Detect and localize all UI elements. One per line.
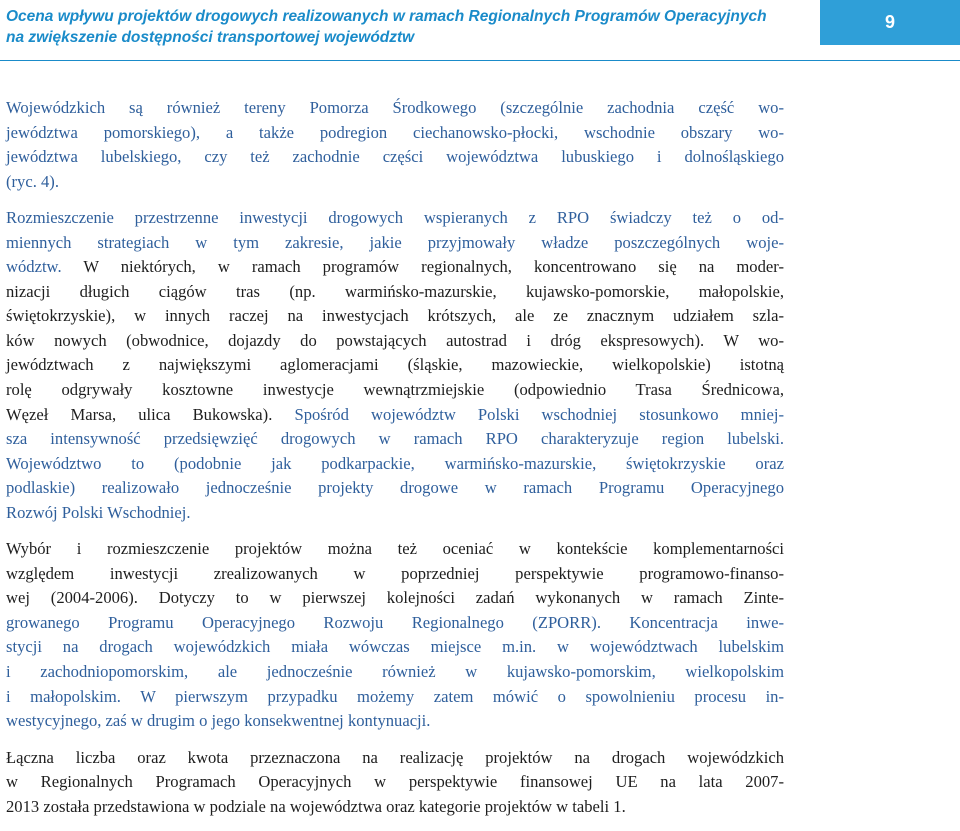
text-line: Rozwój Polski Wschodniej. [6,502,191,522]
text-line: w Regionalnych Programach Operacyjnych w perspektywie finansowej UE na lata 2007- [6,772,784,792]
running-title-line: Ocena wpływu projektów drogowych realizowanych w ramach Regionalnych Programów Operacyjnych [6,8,767,25]
text-segment: W niektórych, w ramach programów regionalnych, koncentrowano się na moder- [61,257,784,277]
text-line: miennych strategiach w tym zakresie, jakie przyjmowały władze poszczególnych woje- [6,232,784,252]
paragraph [6,96,784,194]
paragraph [6,537,784,733]
paragraph [6,206,784,525]
text-line: sza intensywność przedsięwzięć drogowych w ramach RPO charakteryzuje region lubelski. [6,429,784,449]
running-title-line: na zwiększenie dostępności transportowej województw [6,29,415,46]
text-line: nizacji długich ciągów tras (np. warmińsko-mazurskie, kujawsko-pomorskie, małopolskie, [6,281,784,301]
text-line: 2013 została przedstawiona w podziale na województwa oraz kategorie projektów w tabeli 1. [6,796,626,816]
text-line: jewództwa pomorskiego), a także podregion ciechanowsko-płocki, wschodnie obszary wo- [6,122,784,142]
text-line [6,255,784,280]
running-title [6,6,786,48]
text-line: Województwo to (podobnie jak podkarpackie, warmińsko-mazurskie, świętokrzyskie oraz [6,453,784,473]
text-line: świętokrzyskie), w innych raczej na inwestycjach krótszych, ale ze znacznym udziałem szla- [6,306,784,326]
text-line: rolę odgrywały kosztowne inwestycje wewnątrzmiejskie (odpowiednio Trasa Średnicowa, [6,380,784,400]
text-line: wej (2004-2006). Dotyczy to w pierwszej kolejności zadań wykonanych w ramach Zinte- [6,588,784,608]
text-line: podlaskie) realizowało jednocześnie projekty drogowe w ramach Programu Operacyjnego [6,478,784,498]
text-segment: Węzeł Marsa, ulica Bukowska). [6,404,273,424]
text-line: westycyjnego, zaś w drugim o jego konsekwentnej kontynuacji. [6,711,431,731]
text-segment: wództw. [6,257,62,277]
paragraph [6,746,784,820]
text-line [6,403,784,428]
text-line: względem inwestycji zrealizowanych w poprzedniej perspektywie programowo-finanso- [6,563,784,583]
page-header [0,0,960,60]
text-line: growanego Programu Operacyjnego Rozwoju Regionalnego (ZPORR). Koncentracja inwe- [6,612,784,632]
page-number-badge [820,0,960,45]
text-line: jewództwach z największymi aglomeracjami (śląskie, mazowieckie, wielkopolskie) istotną [6,355,784,375]
text-line: Łączna liczba oraz kwota przeznaczona na realizację projektów na drogach wojewódzkich [6,747,784,767]
header-divider [0,60,960,61]
text-line: Wojewódzkich są również tereny Pomorza Środkowego (szczególnie zachodnia część wo- [6,98,784,117]
text-line: Wybór i rozmieszczenie projektów można też oceniać w kontekście komplementarności [6,539,784,559]
text-line: i małopolskim. W pierwszym przypadku możemy zatem mówić o spowolnieniu procesu in- [6,686,784,706]
page-number: 9 [884,12,895,32]
text-line: ków nowych (obwodnice, dojazdy do powstających autostrad i dróg ekspresowych). W wo- [6,330,784,350]
text-line: jewództwa lubelskiego, czy też zachodnie części województwa lubuskiego i dolnośląskiego [6,147,784,167]
body-text [6,96,784,831]
text-segment: Spośród województw Polski wschodniej stosunkowo mniej- [272,404,784,424]
text-line: i zachodniopomorskim, ale jednocześnie również w kujawsko-pomorskim, wielkopolskim [6,662,784,682]
text-line: (ryc. 4). [6,171,59,191]
text-line: stycji na drogach wojewódzkich miała wówczas miejsce m.in. w województwach lubelskim [6,637,784,657]
text-line: Rozmieszczenie przestrzenne inwestycji drogowych wspieranych z RPO świadczy też o od- [6,208,784,228]
